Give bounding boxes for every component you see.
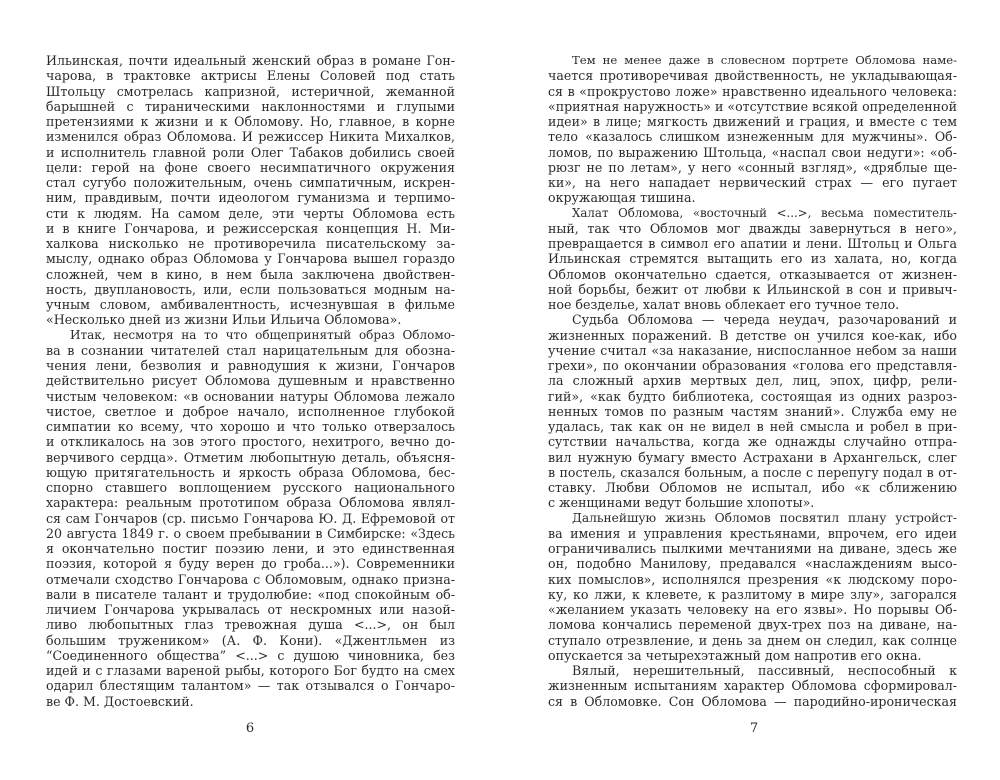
text-line: халкова нисколько не противоречила писательскому за-: [46, 236, 455, 251]
text-line: ненных томов по разным частям знаний». Служба ему не: [548, 403, 957, 419]
text-line: ся в «прокрустово ложе» нравственно идеального человека:: [548, 83, 957, 99]
text-line: рюзг не по летам», у него «сонный взгляд», «дряблые ще-: [548, 159, 957, 175]
text-line: Штольцу смотрелась капризной, истеричной, жеманной: [46, 83, 455, 99]
text-line: в постель, сказался больным, а после с перепугу подал в от-: [548, 464, 957, 480]
right-page-number: 7: [749, 721, 759, 736]
text-line: ность, двуплановость, или, если пользоваться модным на-: [46, 281, 455, 297]
text-line: чения лени, безволия и равнодушия к жизни, Гончаров: [46, 358, 455, 373]
text-line: чарова, в трактовке актрисы Елены Соловей под стать: [46, 68, 455, 84]
text-line: «Несколько дней из жизни Ильи Ильича Обломова».: [46, 312, 402, 328]
text-line: Ильинская, почти идеальный женский образ в романе Гон-: [46, 53, 455, 68]
text-line: с женщинами ведут большие хлопоты».: [548, 495, 815, 511]
text-line: чистое, светлое и доброе начало, исполненное глубокой: [46, 403, 455, 419]
text-line: превращается в символ его апатии и лени. Штольц и Ольга: [548, 236, 957, 251]
text-line: изменился образ Обломова. И режиссер Никита Михалков,: [46, 129, 455, 145]
text-line: Халат Обломова, «восточный <...>, весьма поместитель-: [572, 205, 957, 220]
text-line: верчивого сердца». Отметим любопытную деталь, объясня-: [46, 449, 455, 465]
text-line: Итак, несмотря на то что общепринятый образ Обломо-: [70, 327, 455, 342]
left-page-text-column: [46, 53, 455, 709]
text-line: ся сам Гончаров (ср. письмо Гончарова Ю. Д. Ефремовой от: [46, 510, 455, 526]
text-line: он, подобно Манилову, предавался «наслаждениям высо-: [548, 556, 957, 572]
text-line: спорно ставшего воплощением русского национального: [46, 480, 455, 495]
text-line: опускается за четырехэтажный дом напротив его окна.: [548, 647, 922, 663]
text-line: ся в Обломовке. Сон Обломова — пародийно-ироническая: [548, 693, 957, 709]
text-line: претензиями к жизни и к Обломову. Но, главное, в корне: [46, 114, 455, 129]
text-line: чистым человеком: «в основании натуры Обломова лежало: [46, 388, 455, 404]
text-line: учным словом, амбивалентность, исчезнувшая в фильме: [46, 297, 455, 312]
text-line: «приятная наружность» и «отсутствие всякой определенной: [548, 98, 957, 114]
text-line: Тем не менее даже в словесном портрете Обломова наме-: [572, 53, 957, 67]
text-line: ющую притягательность и яркость образа Обломова, бес-: [46, 464, 455, 480]
text-line: окружающая тишина.: [548, 190, 696, 206]
text-line: ку, ко лжи, к клевете, к разлитому в мире злу», загорался: [548, 586, 957, 602]
text-line: поэзия, которой я буду верен до гроба...»). Современники: [46, 556, 455, 572]
text-line: характера: реальным прототипом образа Обломова являл-: [46, 495, 455, 511]
text-line: жизненным испытаниям характер Обломова сформировал-: [548, 678, 957, 694]
text-line: ва в сознании читателей стал нарицательным для обозна-: [46, 342, 455, 358]
text-line: «желанием указать человеку на его язвы». Но порывы Об-: [548, 602, 957, 617]
text-line: чается противоречивая двойственность, не укладывающая-: [548, 68, 957, 84]
text-line: ких помыслов», исполнялся презрения «к людскому поро-: [548, 571, 957, 587]
text-line: симпатии ко всему, что хорошо и что только отверзалось: [46, 419, 455, 434]
text-line: жизненных поражений. В детстве он учился кое-как, ибо: [548, 327, 957, 343]
text-line: ломова кончались переменой двух-трех поз на диване, на-: [548, 617, 957, 633]
text-line: Ильинская стремятся вытащить его из халата, но, когда: [548, 251, 957, 267]
text-line: ограничивались пылкими мечтаниями на диване, здесь же: [548, 541, 957, 556]
text-line: гий», «как будто библиотека, состоящая из одних разроз-: [548, 388, 957, 404]
text-line: стал сугубо положительным, очень симпатичным, искрен-: [46, 175, 455, 190]
text-line: барышней с тираническими наклонностями и глупыми: [46, 98, 455, 114]
text-line: тело «казалось слишком изнеженным для мужчины». Об-: [548, 129, 957, 145]
text-line: сти к людям. На самом деле, эти черты Обломова есть: [46, 205, 455, 221]
text-line: Судьба Обломова — череда неудач, разочарований и: [572, 312, 957, 328]
text-line: и исполнитель главной роли Олег Табаков добились своей: [46, 144, 455, 160]
text-line: ный, так что Обломов мог дважды завернуться в него»,: [548, 220, 957, 236]
text-line: ливо любопытных глаз тревожная душа <...>, он был: [46, 617, 455, 633]
text-line: одарил блестящим талантом» — так отзывался о Гончаро-: [46, 678, 455, 694]
text-line: Вялый, нерешительный, пассивный, неспособный к: [572, 663, 957, 678]
text-line: ве Ф. М. Достоевский.: [46, 693, 194, 709]
text-line: ним, правдивым, почти идеологом гуманизма и терпимо-: [46, 190, 455, 206]
text-line: идей и с глазами вареной рыбы, которого Бог будто на смех: [46, 663, 455, 678]
text-line: “Соединенного общества” <...> с душою чиновника, без: [46, 647, 455, 663]
text-line: ное безделье, халат вновь облекает его тучное тело.: [548, 297, 900, 312]
text-line: ставку. Любви Обломов не испытал, ибо «к сближению: [548, 480, 957, 495]
text-line: ной борьбы, бежит от любви к Ильинской в сон и привыч-: [548, 281, 957, 297]
text-line: сутствии начальства, когда же однажды случайно отпра-: [548, 434, 957, 450]
text-line: сложней, чем в кино, в нем была заключена двойствен-: [46, 266, 455, 282]
text-line: вали в писателе талант и трудолюбие: «под спокойным об-: [46, 586, 455, 602]
text-line: действительно рисует Обломова душевным и нравственно: [46, 373, 455, 389]
text-line: и откликалось на зов этого простого, нехитрого, вечно до-: [46, 434, 455, 450]
text-line: ломов, по выражению Штольца, «наспал свои недуги»: «об-: [548, 144, 957, 160]
text-line: отмечали сходство Гончарова с Обломовым, однако призна-: [46, 571, 455, 587]
text-line: мыслу, однако образ Обломова у Гончарова вышел гораздо: [46, 251, 455, 267]
text-line: учение считал «за наказание, ниспосланное небом за наши: [548, 342, 957, 358]
text-line: я окончательно постиг поэзию лени, и это единственная: [46, 541, 455, 556]
text-line: и в книге Гончарова, и режиссерская концепция Н. Ми-: [46, 220, 455, 236]
text-line: большим тружеником» (А. Ф. Кони). «Джентльмен из: [46, 632, 455, 648]
text-line: ки», на него нападает нервический страх — его пугает: [548, 175, 957, 190]
text-line: ла сложный архив мертвых дел, лиц, эпох, цифр, рели-: [548, 373, 957, 389]
text-line: личием Гончарова укрывалась от нескромных или назой-: [46, 602, 455, 617]
text-line: грехи», по окончании образования «голова его представля-: [548, 358, 957, 373]
text-line: идеи» в лице; мягкость движений и грация, и вместе с тем: [548, 114, 957, 129]
text-line: ступало отрезвление, и день за днем он следил, как солнце: [548, 632, 957, 648]
left-page-number: 6: [245, 721, 255, 736]
text-line: Дальнейшую жизнь Обломов посвятил плану устройст-: [572, 510, 957, 525]
text-line: удалась, так как он не видел в ней смысла и робел в при-: [548, 419, 957, 434]
text-line: ва имения и управления крестьянами, впрочем, его идеи: [548, 525, 957, 541]
text-line: вил нужную бумагу вместо Астрахани в Архангельск, слег: [548, 449, 957, 465]
text-line: 20 августа 1849 г. о своем пребывании в Симбирске: «Здесь: [46, 525, 455, 541]
right-page: [500, 0, 1000, 780]
right-page-text-column: [548, 53, 957, 709]
text-line: Обломов окончательно сдается, отказывается от жизнен-: [548, 266, 957, 282]
text-line: цели: герой на фоне своего несимпатичного окружения: [46, 159, 455, 175]
